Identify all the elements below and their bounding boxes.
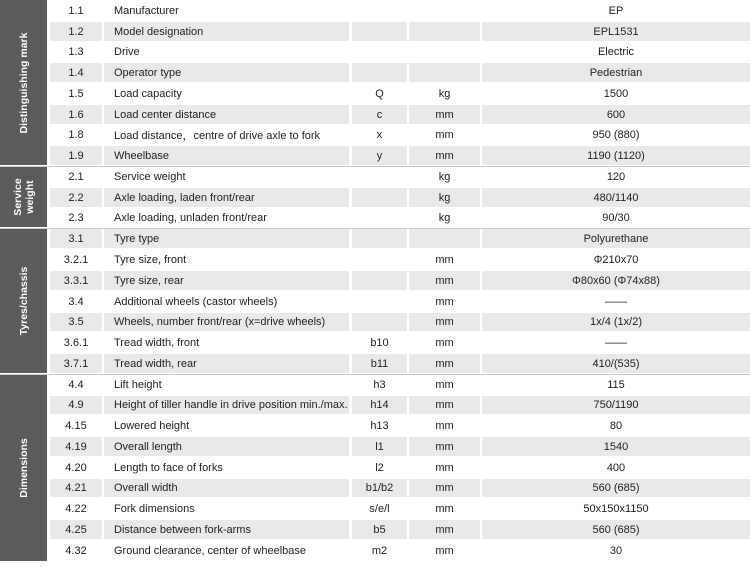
cell-val: Pedestrian (482, 63, 750, 82)
cell-desc: Tyre size, rear (104, 271, 349, 290)
cell-val: 410/(535) (482, 354, 750, 373)
cell-no: 3.2.1 (63, 253, 89, 266)
cell-desc: Axle loading, laden front/rear (104, 188, 349, 207)
cell-sym (352, 229, 407, 248)
cell-unit: kg (438, 87, 451, 100)
cell-val: 560 (685) (482, 479, 750, 497)
cell-unit: mm (409, 271, 480, 290)
cell-no: 1.8 (68, 129, 84, 141)
cell-val: 115 (607, 378, 625, 391)
table-row (47, 208, 750, 228)
cell-desc: Lift height (114, 378, 162, 391)
cell-no: 4.9 (50, 396, 102, 414)
section-label: Tyres/chassis (17, 266, 30, 335)
cell-desc: Additional wheels (castor wheels) (114, 295, 278, 308)
cell-unit: mm (435, 461, 454, 474)
cell-val: 600 (482, 105, 750, 124)
section-4 (0, 374, 47, 561)
cell-unit (409, 63, 480, 82)
cell-no: 2.1 (68, 170, 84, 183)
table-row (47, 62, 750, 83)
cell-desc: Operator type (104, 63, 349, 82)
cell-val: 120 (606, 170, 626, 183)
cell-unit: mm (435, 378, 454, 391)
cell-no: 1.6 (50, 105, 102, 124)
cell-desc: Wheels, number front/rear (x=drive wheels) (104, 313, 349, 331)
cell-desc: Overall width (104, 479, 349, 497)
cell-desc: Lowered height (114, 419, 190, 432)
cell-unit: kg (409, 188, 480, 207)
cell-desc: Axle loading, unladen front/rear (114, 212, 267, 224)
cell-no: 1.5 (68, 87, 84, 100)
cell-no: 1.3 (68, 46, 84, 58)
cell-no: 3.5 (50, 313, 102, 331)
cell-sym (352, 43, 407, 61)
cell-unit: mm (409, 396, 480, 414)
table-row (47, 498, 750, 519)
table-row (47, 353, 750, 374)
cell-sym (352, 292, 407, 311)
cell-unit: mm (435, 295, 454, 308)
cell-val: 50x150x1150 (583, 502, 649, 515)
table-row (47, 21, 750, 42)
cell-no: 3.4 (68, 295, 84, 308)
cell-val: 750/1190 (482, 396, 750, 414)
table-row (47, 457, 750, 478)
table-row (47, 270, 750, 291)
cell-unit: mm (435, 129, 454, 141)
cell-sym: b1/b2 (352, 479, 407, 497)
cell-desc: Overall length (104, 437, 349, 456)
cell-sym: s/e/l (369, 502, 390, 515)
cell-sym (352, 250, 407, 269)
cell-no: 4.15 (65, 419, 87, 432)
section-2 (0, 166, 47, 227)
cell-val: 1540 (482, 437, 750, 456)
cell-desc: Wheelbase (104, 146, 349, 165)
cell-desc: Load capacity (114, 87, 182, 100)
cell-unit (409, 1, 480, 20)
table-row (47, 291, 750, 312)
cell-no: 3.1 (50, 229, 102, 248)
table-row (47, 0, 750, 21)
cell-desc: Manufacturer (114, 4, 179, 17)
cell-no: 3.6.1 (63, 336, 89, 349)
cell-val: 30 (609, 544, 623, 557)
cell-val: Φ80x60 (Φ74x88) (482, 271, 750, 290)
cell-desc: Tyre size, front (114, 253, 187, 266)
table-row (47, 228, 750, 249)
cell-no: 4.20 (65, 461, 87, 474)
cell-sym (352, 188, 407, 207)
cell-sym: h13 (370, 419, 389, 432)
table-row (47, 436, 750, 457)
cell-desc: Length to face of forks (114, 461, 223, 474)
cell-desc: Load center distance (104, 105, 349, 124)
cell-val: —— (605, 336, 627, 349)
cell-sym (352, 209, 407, 227)
section-1 (0, 0, 47, 165)
cell-unit: mm (435, 502, 454, 515)
cell-unit: mm (409, 479, 480, 497)
cell-val: Polyurethane (482, 229, 750, 248)
table-row (47, 478, 750, 498)
cell-val: Electric (597, 46, 635, 58)
cell-no: 4.21 (50, 479, 102, 497)
cell-val: 90/30 (602, 212, 630, 224)
cell-unit (409, 229, 480, 248)
cell-val: 480/1140 (482, 188, 750, 207)
cell-unit: mm (435, 419, 454, 432)
table-row (47, 166, 750, 187)
cell-no: 1.2 (50, 22, 102, 41)
cell-desc: Ground clearance, center of wheelbase (114, 544, 307, 557)
cell-no: 4.19 (50, 437, 102, 456)
cell-sym: b10 (370, 336, 389, 349)
cell-unit: kg (438, 212, 451, 224)
cell-no: 4.25 (50, 520, 102, 539)
table-row (47, 42, 750, 62)
cell-no: 2.2 (50, 188, 102, 207)
cell-no: 2.3 (68, 212, 84, 224)
cell-sym: Q (375, 87, 384, 100)
cell-val: EPL1531 (482, 22, 750, 41)
cell-sym: h14 (352, 396, 407, 414)
cell-val: 560 (685) (482, 520, 750, 539)
cell-val: 1x/4 (1x/2) (482, 313, 750, 331)
cell-desc: Distance between fork-arms (104, 520, 349, 539)
cell-desc: Model designation (104, 22, 349, 41)
cell-unit: mm (409, 354, 480, 373)
cell-val: 1190 (1120) (482, 146, 750, 165)
section-label: Service weight (11, 177, 36, 216)
table-row (47, 104, 750, 125)
cell-sym (352, 313, 407, 331)
cell-val: EP (608, 4, 624, 17)
cell-unit: mm (409, 105, 480, 124)
cell-unit: mm (409, 520, 480, 539)
section-label: Distinguishing mark (17, 32, 30, 133)
section-3 (0, 228, 47, 373)
table-row (47, 145, 750, 166)
table-row (47, 83, 750, 104)
cell-sym: l1 (352, 437, 407, 456)
cell-no: 1.9 (50, 146, 102, 165)
cell-unit: mm (409, 437, 480, 456)
cell-unit: mm (435, 253, 454, 266)
cell-desc: Tread width, rear (104, 354, 349, 373)
cell-no: 3.7.1 (50, 354, 102, 373)
cell-val: 950 (880) (592, 129, 640, 141)
cell-desc: Height of tiller handle in drive position min./max. (104, 396, 349, 414)
cell-desc: Service weight (114, 170, 186, 183)
table-row (47, 187, 750, 208)
cell-no: 1.1 (68, 4, 84, 17)
table-row (47, 249, 750, 270)
cell-val: —— (605, 295, 627, 308)
cell-sym: x (376, 129, 383, 141)
cell-no: 4.32 (65, 544, 87, 557)
cell-desc: Fork dimensions (114, 502, 195, 515)
cell-unit: mm (435, 336, 454, 349)
table-row (47, 332, 750, 353)
cell-no: 3.3.1 (50, 271, 102, 290)
table-row (47, 540, 750, 561)
table-row (47, 125, 750, 145)
table-row (47, 312, 750, 332)
cell-sym: b11 (352, 354, 407, 373)
cell-sym: c (352, 105, 407, 124)
cell-sym (352, 1, 407, 20)
cell-no: 4.22 (65, 502, 87, 515)
cell-sym: l2 (375, 461, 384, 474)
cell-val: 80 (609, 419, 623, 432)
table-row (47, 415, 750, 436)
cell-unit: mm (409, 146, 480, 165)
cell-unit: mm (435, 544, 454, 557)
section-label: Dimensions (17, 437, 30, 498)
cell-val: 1500 (603, 87, 629, 100)
cell-unit (409, 22, 480, 41)
cell-sym: b5 (352, 520, 407, 539)
cell-sym: m2 (371, 544, 388, 557)
cell-val: 400 (606, 461, 626, 474)
cell-unit: kg (438, 170, 451, 183)
cell-desc: Tread width, front (114, 336, 200, 349)
cell-sym: y (352, 146, 407, 165)
cell-sym (352, 271, 407, 290)
cell-sym (352, 63, 407, 82)
cell-desc: Tyre type (104, 229, 349, 248)
cell-desc: Load distance，centre of drive axle to fork (114, 130, 321, 142)
cell-no: 1.4 (50, 63, 102, 82)
cell-val: Φ210x70 (593, 253, 639, 266)
cell-sym (352, 167, 407, 186)
table-row (47, 519, 750, 540)
cell-unit (409, 43, 480, 61)
cell-unit: mm (409, 313, 480, 331)
table-row (47, 395, 750, 415)
table-row (47, 374, 750, 395)
cell-sym: h3 (373, 378, 386, 391)
cell-no: 4.4 (68, 378, 84, 391)
cell-sym (352, 22, 407, 41)
cell-desc: Drive (114, 46, 140, 58)
